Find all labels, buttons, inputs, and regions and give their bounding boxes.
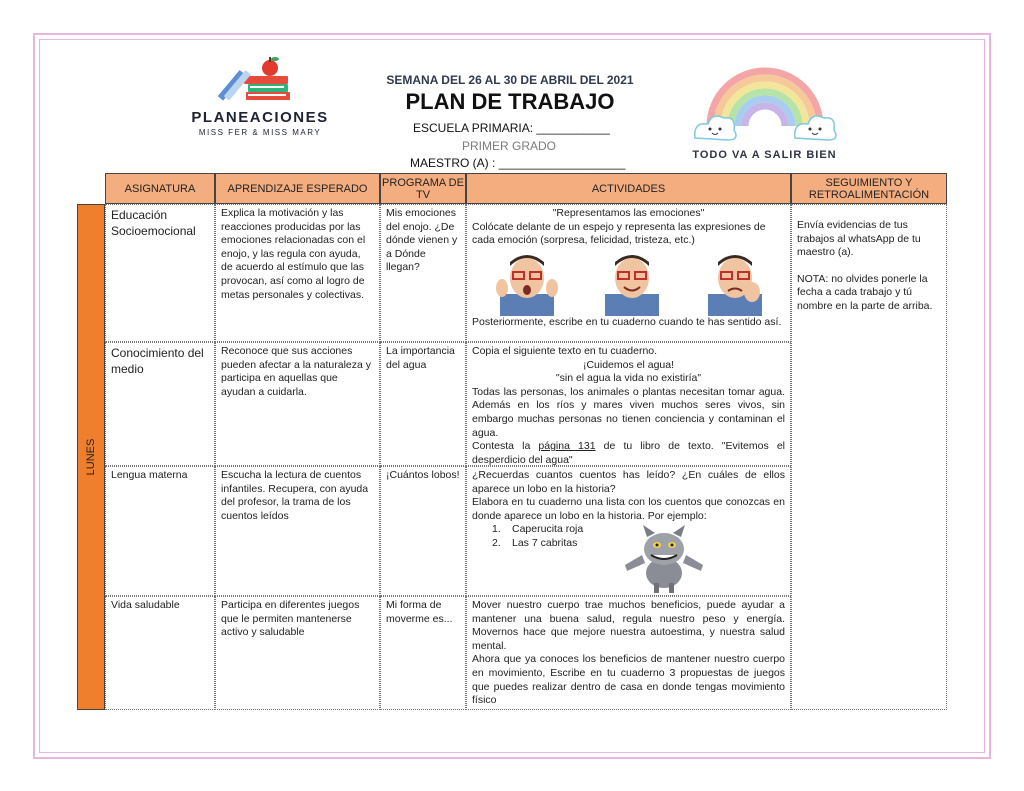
slogan: TODO VA A SALIR BIEN bbox=[692, 149, 837, 161]
col-header-actividades: ACTIVIDADES bbox=[466, 173, 791, 204]
surprised-boy-photo bbox=[492, 250, 562, 316]
wolf-illustration bbox=[617, 525, 712, 593]
emotion-photos bbox=[472, 248, 785, 316]
row-2-programa: La importancia del agua bbox=[380, 342, 466, 466]
col-header-programa: PROGRAMA DE TV bbox=[380, 173, 466, 204]
activity-task bbox=[472, 440, 785, 466]
activity-instruction: Elabora en tu cuaderno una lista con los cuentos que conozcas en donde aparece un lobo en la historia. Por ejemplo: bbox=[472, 496, 785, 522]
grade-label: PRIMER GRADO bbox=[462, 139, 557, 153]
week-heading: SEMANA DEL 26 AL 30 DE ABRIL DEL 2021 bbox=[386, 73, 634, 87]
row-1-actividades bbox=[466, 204, 791, 342]
logo-subtitle: MISS FER & MISS MARY bbox=[198, 128, 322, 137]
teacher-field: MAESTRO (A) : ___________________ bbox=[410, 156, 626, 170]
day-label-cell bbox=[77, 204, 105, 710]
rainbow-clouds-icon bbox=[690, 56, 840, 151]
task-text-start: Contesta la bbox=[472, 440, 539, 453]
list-item-text: Las 7 cabritas bbox=[512, 536, 578, 549]
plan-table bbox=[77, 173, 947, 710]
row-3-programa: ¡Cuántos lobos! bbox=[380, 466, 466, 596]
school-field: ESCUELA PRIMARIA: ___________ bbox=[413, 121, 610, 135]
seguimiento-cell bbox=[791, 204, 947, 710]
col-header-aprendizaje: APRENDIZAJE ESPERADO bbox=[215, 173, 380, 204]
activity-instruction: Copia el siguiente texto en tu cuaderno. bbox=[472, 345, 658, 357]
row-4-aprendizaje: Participa en diferentes juegos que le permiten mantenerse activo y saludable bbox=[215, 596, 380, 710]
col-header-asignatura: ASIGNATURA bbox=[105, 173, 215, 204]
row-3-actividades bbox=[466, 466, 791, 596]
row-1-asignatura: Educación Socioemocional bbox=[105, 204, 215, 342]
activity-text: Mover nuestro cuerpo trae muchos beneficios, puede ayudar a mantener una buena salud, regula nuestro peso y energía. Movernos hace que mejore nuestra autoestima, y nuestra salud mental. bbox=[472, 599, 785, 652]
day-label: LUNES bbox=[85, 438, 97, 476]
activity-followup: Posteriormente, escribe en tu cuaderno cuando te has sentido así. bbox=[472, 315, 782, 328]
row-4-programa: Mi forma de moverme es... bbox=[380, 596, 466, 710]
list-item: 1. Caperucita roja bbox=[492, 523, 584, 536]
activity-instruction: Colócate delante de un espejo y representa las expresiones de cada emoción (sorpresa, felicidad, tristeza, etc.) bbox=[472, 220, 766, 247]
row-3-asignatura: Lengua materna bbox=[105, 466, 215, 596]
row-2-actividades bbox=[466, 342, 791, 466]
row-2-asignatura: Conocimiento del medio bbox=[105, 342, 215, 466]
logo-title: PLANEACIONES bbox=[191, 109, 329, 126]
task-text-end: de tu libro de texto. "Evitemos el desperdicio del agua" bbox=[472, 440, 785, 466]
list-item-text: Caperucita roja bbox=[512, 523, 584, 536]
row-3-aprendizaje: Escucha la lectura de cuentos infantiles. Recupera, con ayuda del profesor, la trama de los cuentos leídos bbox=[215, 466, 380, 596]
page-title: PLAN DE TRABAJO bbox=[405, 89, 615, 114]
row-4-actividades bbox=[466, 596, 791, 710]
col-header-seguimiento: SEGUIMIENTO Y RETROALIMENTACIÓN bbox=[791, 173, 947, 204]
activity-heading: ¡Cuidemos el agua! bbox=[582, 358, 675, 371]
list-item: 2. Las 7 cabritas bbox=[492, 536, 578, 549]
activity-quote: "sin el agua la vida no existiría" bbox=[555, 372, 702, 385]
activity-text: Todas las personas, los animales o plantas necesitan tomar agua. Además en los ríos y mares viven muchos seres vivos, sin embargo muchas personas no tienen conciencia y contaminan el agua. bbox=[472, 385, 785, 439]
sad-boy-photo bbox=[700, 250, 770, 316]
row-4-asignatura: Vida saludable bbox=[105, 596, 215, 710]
row-1-aprendizaje: Explica la motivación y las reacciones producidas por las emociones relacionadas con el enojo, y las regula con ayuda, de acuerdo al estímulo que las provocan, así como al logro de metas personales y colectivas. bbox=[215, 204, 380, 342]
activity-question: ¿Recuerdas cuantos cuentos has leído? ¿En cuáles de ellos aparece un lobo en la historia? bbox=[472, 469, 785, 495]
seguimiento-text: Envía evidencias de tus trabajos al whatsApp de tu maestro (a). bbox=[797, 219, 921, 259]
row-2-aprendizaje: Reconoce que sus acciones pueden afectar a la naturaleza y participa en aquellas que ayudan a cuidarla. bbox=[215, 342, 380, 466]
activity-title: "Representamos las emociones" bbox=[552, 207, 705, 219]
page-link[interactable]: página 131 bbox=[538, 440, 596, 453]
seguimiento-note: NOTA: no olvides ponerle la fecha a cada trabajo y tú nombre en la parte de arriba. bbox=[797, 272, 933, 312]
activity-instruction: Ahora que ya conoces los beneficios de mantener nuestro cuerpo en movimiento, Escribe en tu cuaderno 3 propuestas de juegos que puedes realizar dentro de casa en donde tengas movimiento físico bbox=[472, 653, 785, 707]
happy-boy-photo bbox=[597, 250, 667, 316]
row-1-programa: Mis emociones del enojo. ¿De dónde vienen y a Dónde llegan? bbox=[380, 204, 466, 342]
